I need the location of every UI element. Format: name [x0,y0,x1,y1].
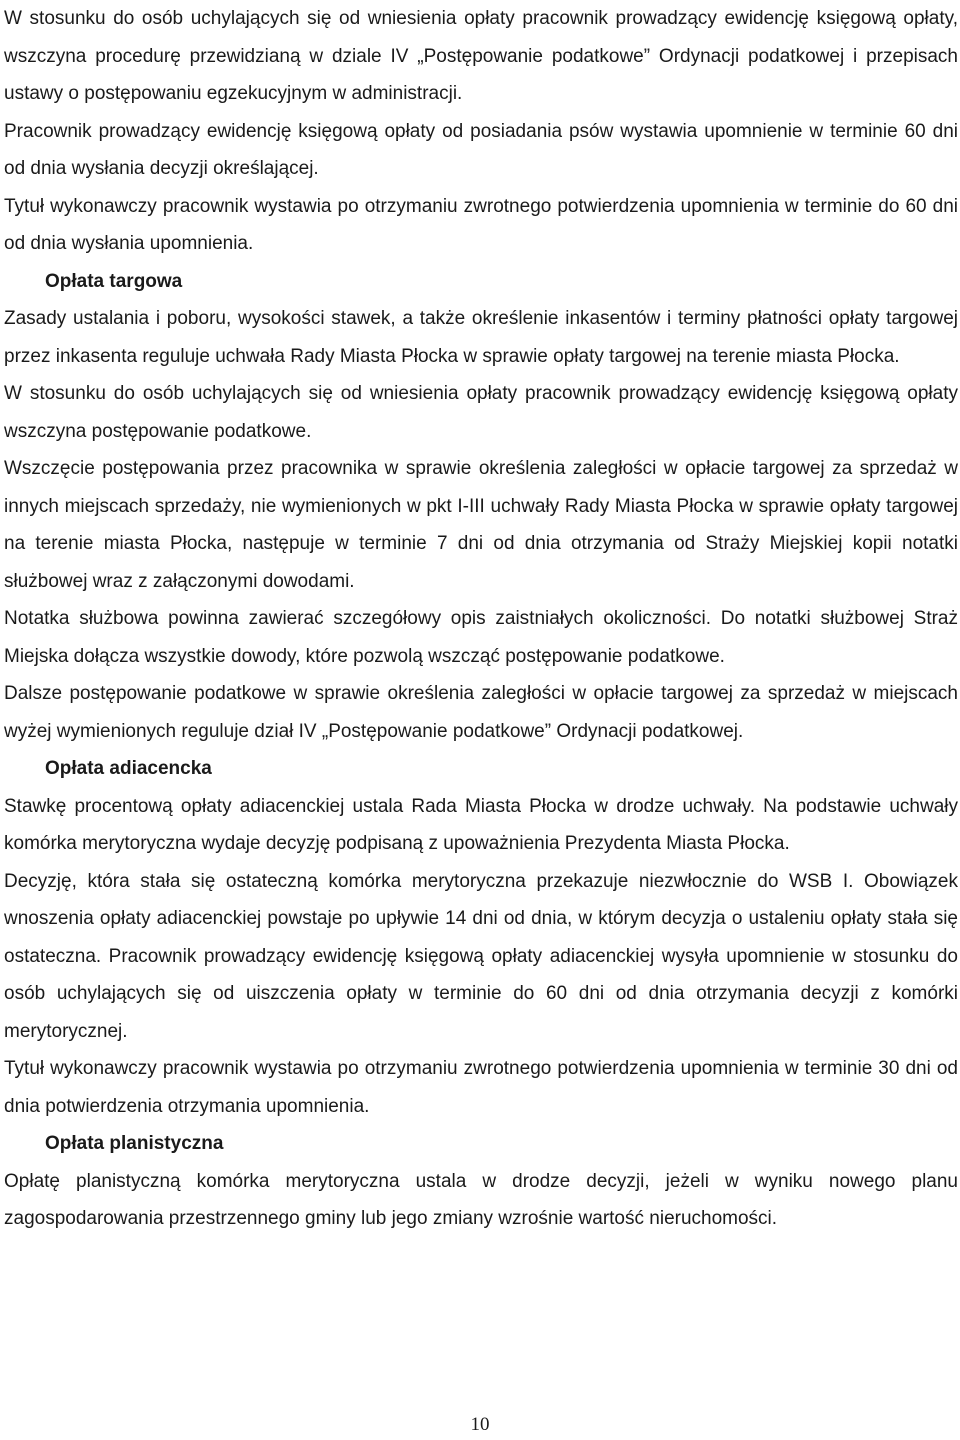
heading-planning-fee: Opłata planistyczna [45,1133,224,1154]
paragraph-market-fee-initiation: Wszczęcie postępowania przez pracownika w sprawie określenia zaległości w opłacie targowej za sprzedaż w innych miejscach sprzedaży, nie wymienionych w pkt I-III uchwały Rady Miasta Płocka w sprawie opłaty targowej na terenie miasta Płocka, następuje w terminie 7 dni od dnia otrzymania od Straży Miejskiej kopii notatki służbowej wraz z załączonymi dowodami. [4,458,958,592]
page-number: 10 [470,1414,490,1435]
paragraph-further-proceedings: Dalsze postępowanie podatkowe w sprawie określenia zaległości w opłacie targowej za sprzedaż w miejscach wyżej wymienionych reguluje dział IV „Postępowanie podatkowe” Ordynacji podatkowej. [4,683,958,742]
paragraph-adjacency-rate: Stawkę procentową opłaty adiacenckiej ustala Rada Miasta Płocka w drodze uchwały. Na podstawie uchwały komórka merytoryczna wydaje decyzję podpisaną z upoważnienia Prezydenta Miasta Płocka. [4,795,958,854]
paragraph-planning-fee: Opłatę planistyczną komórka merytoryczna ustala w drodze decyzji, jeżeli w wyniku nowego planu zagospodarowania przestrzennego gminy lub jego zmiany wzrośnie wartość nieruchomości. [4,1170,958,1229]
heading-adjacency-fee: Opłata adiacencka [45,758,212,779]
paragraph-market-fee-evasion: W stosunku do osób uchylających się od wniesienia opłaty pracownik prowadzący ewidencję księgową opłaty wszczyna postępowanie podatkowe. [4,383,958,442]
document-body [4,0,958,1238]
paragraph-market-fee-rules: Zasady ustalania i poboru, wysokości stawek, a także określenie inkasentów i terminy płatności opłaty targowej przez inkasenta reguluje uchwała Rady Miasta Płocka w sprawie opłaty targowej na terenie miasta Płocka. [4,308,958,367]
paragraph-adjacency-enforcement-title: Tytuł wykonawczy pracownik wystawia po otrzymaniu zwrotnego potwierdzenia upomnienia w terminie 30 dni od dnia potwierdzenia otrzymania upomnienia. [4,1058,958,1117]
paragraph-dog-fee-reminder: Pracownik prowadzący ewidencję księgową opłaty od posiadania psów wystawia upomnienie w terminie 60 dni od dnia wysłania decyzji określającej. [4,120,958,179]
paragraph-enforcement-procedure: W stosunku do osób uchylających się od wniesienia opłaty pracownik prowadzący ewidencję księgową opłaty, wszczyna procedurę przewidzianą w dziale IV „Postępowanie podatkowe” Ordynacji podatkowej i przepisach ustawy o postępowaniu egzekucyjnym w administracji. [4,8,958,104]
paragraph-enforcement-title: Tytuł wykonawczy pracownik wystawia po otrzymaniu zwrotnego potwierdzenia upomnienia w terminie do 60 dni od dnia wysłania upomnienia. [4,195,958,254]
paragraph-official-note: Notatka służbowa powinna zawierać szczegółowy opis zaistniałych okoliczności. Do notatki służbowej Straż Miejska dołącza wszystkie dowody, które pozwolą wszcząć postępowanie podatkowe. [4,608,958,667]
paragraph-adjacency-decision: Decyzję, która stała się ostateczną komórka merytoryczna przekazuje niezwłocznie do WSB I. Obowiązek wnoszenia opłaty adiacenckiej powstaje po upływie 14 dni od dnia, w którym decyzja o ustaleniu opłaty stała się ostateczna. Pracownik prowadzący ewidencję księgową opłaty adiacenckiej wysyła upomnienie w stosunku do osób uchylających się od uiszczenia opłaty w terminie do 60 dni od dnia otrzymania decyzji z komórki merytorycznej. [4,870,958,1042]
heading-market-fee: Opłata targowa [45,270,183,292]
